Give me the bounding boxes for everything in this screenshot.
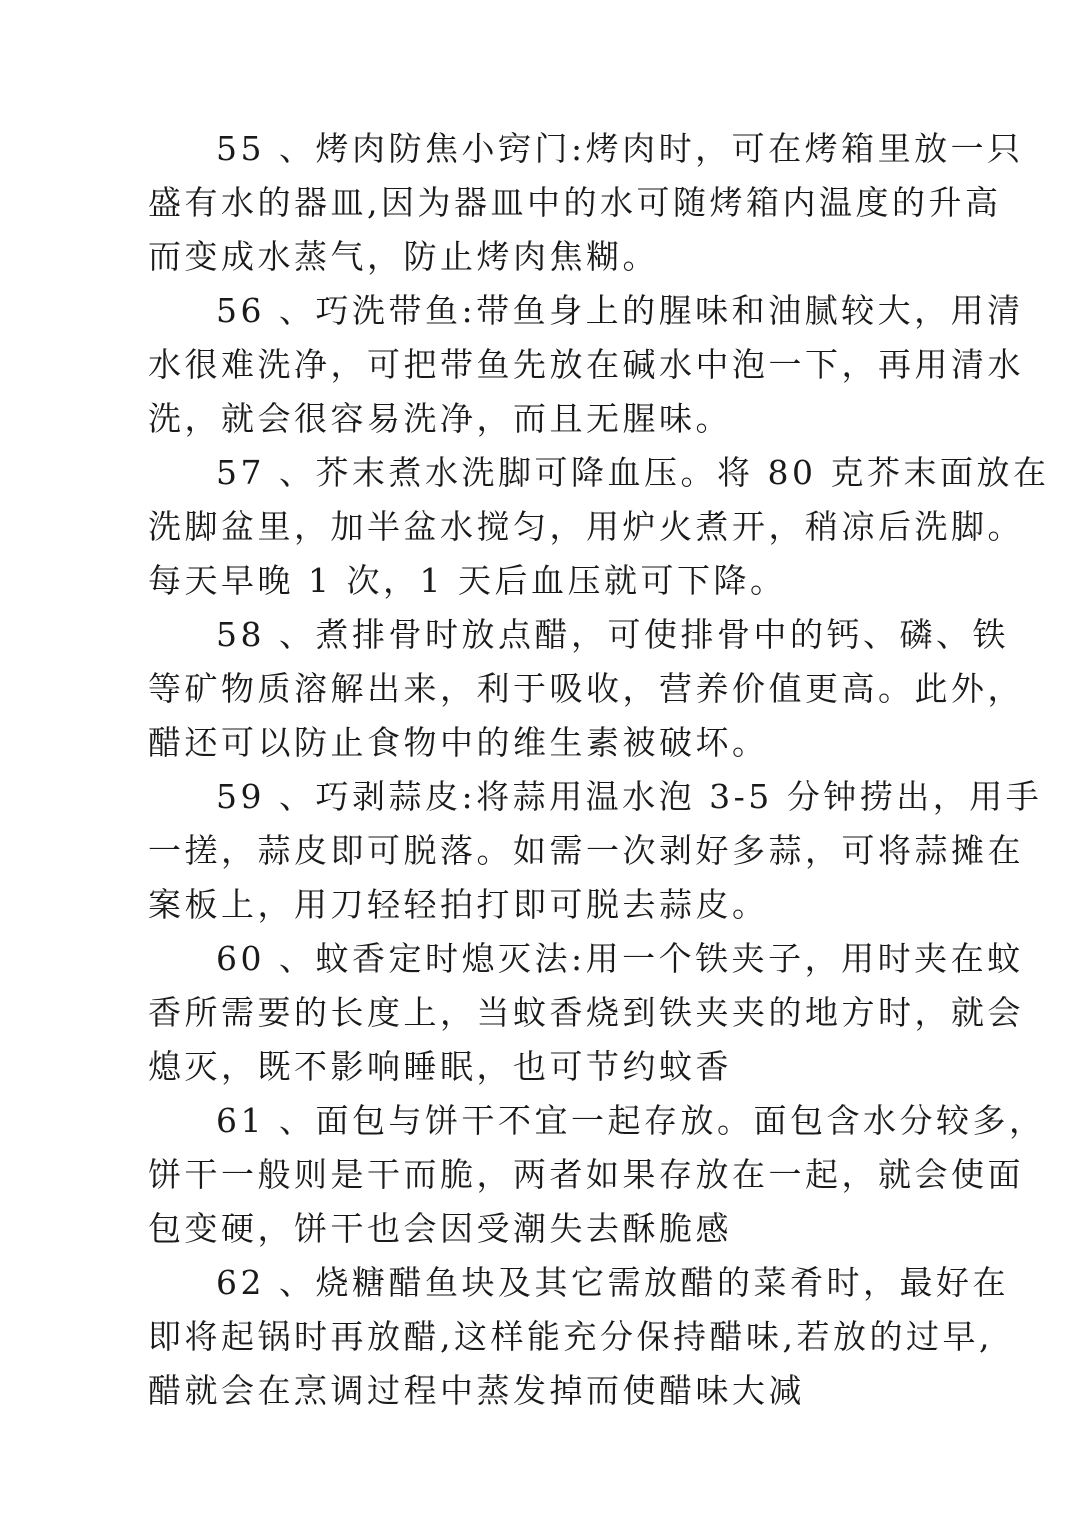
paragraph-59 xyxy=(148,770,1043,932)
text-line: 61 、面包与饼干不宜一起存放。面包含水分较多， xyxy=(216,1101,1046,1140)
paragraph-61 xyxy=(148,1094,1046,1256)
text-line: 饼干一般则是干而脆，两者如果存放在一起，就会使面 xyxy=(148,1155,1024,1194)
text-line: 洗，就会很容易洗净，而且无腥味。 xyxy=(148,399,732,438)
paragraph-57 xyxy=(148,446,1050,608)
text-line: 熄灭，既不影响睡眠，也可节约蚊香 xyxy=(148,1047,732,1086)
text-line: 盛有水的器皿,因为器皿中的水可随烤箱内温度的升高 xyxy=(148,183,1002,222)
text-line: 等矿物质溶解出来，利于吸收，营养价值更高。此外， xyxy=(148,669,1024,708)
text-line: 每天早晚 1 次，1 天后血压就可下降。 xyxy=(148,561,787,600)
text-line: 57 、芥末煮水洗脚可降血压。将 80 克芥末面放在 xyxy=(216,453,1050,492)
paragraph-60 xyxy=(148,932,1024,1094)
text-line: 59 、巧剥蒜皮:将蒜用温水泡 3-5 分钟捞出，用手 xyxy=(216,777,1043,816)
text-line: 水很难洗净，可把带鱼先放在碱水中泡一下，再用清水 xyxy=(148,345,1024,384)
text-line: 60 、蚊香定时熄灭法:用一个铁夹子，用时夹在蚊 xyxy=(216,939,1024,978)
paragraph-62 xyxy=(148,1256,1009,1418)
text-line: 洗脚盆里，加半盆水搅匀，用炉火煮开，稍凉后洗脚。 xyxy=(148,507,1024,546)
paragraph-55 xyxy=(148,122,1024,284)
paragraph-58 xyxy=(148,608,1024,770)
text-line: 56 、巧洗带鱼:带鱼身上的腥味和油腻较大，用清 xyxy=(216,291,1024,330)
text-line: 香所需要的长度上，当蚊香烧到铁夹夹的地方时，就会 xyxy=(148,993,1024,1032)
text-line: 即将起锅时再放醋,这样能充分保持醋味,若放的过早, xyxy=(148,1317,993,1356)
text-line: 58 、煮排骨时放点醋，可使排骨中的钙、磷、铁 xyxy=(216,615,1009,654)
text-line: 而变成水蒸气，防止烤肉焦糊。 xyxy=(148,237,659,276)
text-line: 醋还可以防止食物中的维生素被破坏。 xyxy=(148,723,769,762)
document-body xyxy=(148,122,1050,1418)
text-line: 醋就会在烹调过程中蒸发掉而使醋味大减 xyxy=(148,1371,805,1410)
text-line: 62 、烧糖醋鱼块及其它需放醋的菜肴时，最好在 xyxy=(216,1263,1009,1302)
text-line: 包变硬，饼干也会因受潮失去酥脆感 xyxy=(148,1209,732,1248)
text-line: 55 、烤肉防焦小窍门:烤肉时，可在烤箱里放一只 xyxy=(216,129,1024,168)
paragraph-56 xyxy=(148,284,1024,446)
text-line: 案板上，用刀轻轻拍打即可脱去蒜皮。 xyxy=(148,885,769,924)
text-line: 一搓，蒜皮即可脱落。如需一次剥好多蒜，可将蒜摊在 xyxy=(148,831,1024,870)
